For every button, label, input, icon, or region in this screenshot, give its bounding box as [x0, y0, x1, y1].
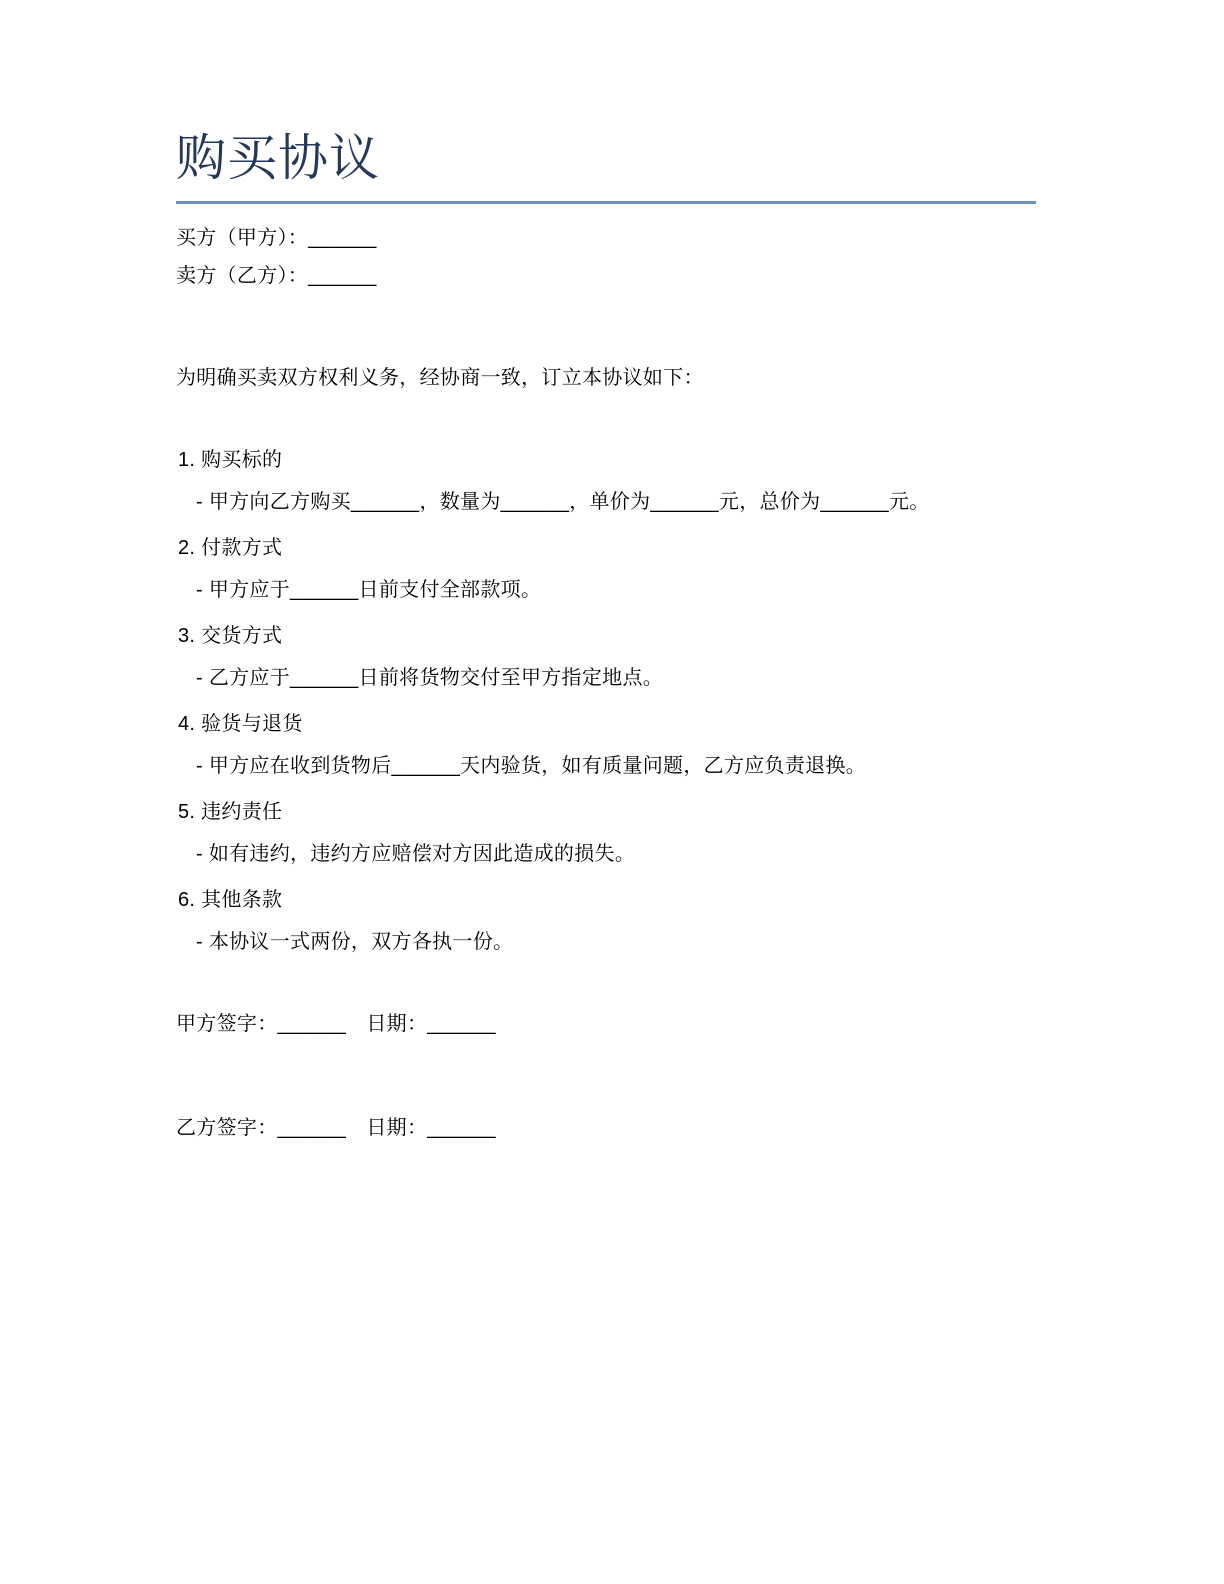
page-title: 购买协议 — [176, 130, 380, 186]
clause-sub-6: - 本协议一式两份，双方各执一份。 — [196, 931, 514, 953]
clause-item — [176, 802, 1056, 890]
signature-line-party-a: 甲方签字：______ 日期：______ — [176, 1013, 496, 1035]
signature-line-party-b: 乙方签字：______ 日期：______ — [176, 1117, 496, 1139]
clause-sub-3: - 乙方应于______日前将货物交付至甲方指定地点。 — [196, 667, 664, 689]
intro-paragraph: 为明确买卖双方权利义务，经协商一致，订立本协议如下： — [176, 367, 704, 389]
clause-sub-1: - 甲方向乙方购买______，数量为______，单价为______元，总价为______元。 — [196, 491, 930, 513]
clause-list — [176, 388, 1056, 952]
clause-sub-5: - 如有违约，违约方应赔偿对方因此造成的损失。 — [196, 843, 636, 865]
title-divider — [176, 201, 1036, 204]
signature-block — [176, 952, 1056, 1138]
seller-line: 卖方（乙方）：______ — [176, 265, 377, 287]
clause-item — [176, 450, 1056, 538]
party-block — [176, 228, 1056, 286]
buyer-line: 买方（甲方）：______ — [176, 227, 377, 249]
clause-heading-2: 2. 付款方式 — [178, 537, 283, 559]
clause-sub-4: - 甲方应在收到货物后______天内验货，如有质量问题，乙方应负责退换。 — [196, 755, 867, 777]
clause-heading-5: 5. 违约责任 — [178, 801, 283, 823]
clause-heading-4: 4. 验货与退货 — [178, 713, 303, 735]
clause-heading-3: 3. 交货方式 — [178, 625, 283, 647]
clause-sub-2: - 甲方应于______日前支付全部款项。 — [196, 579, 542, 601]
clause-item — [176, 626, 1056, 714]
clause-heading-6: 6. 其他条款 — [178, 889, 283, 911]
clause-heading-1: 1. 购买标的 — [178, 449, 283, 471]
clause-item — [176, 890, 1056, 952]
clause-item — [176, 714, 1056, 802]
document-body — [176, 128, 1056, 1138]
clause-item — [176, 538, 1056, 626]
